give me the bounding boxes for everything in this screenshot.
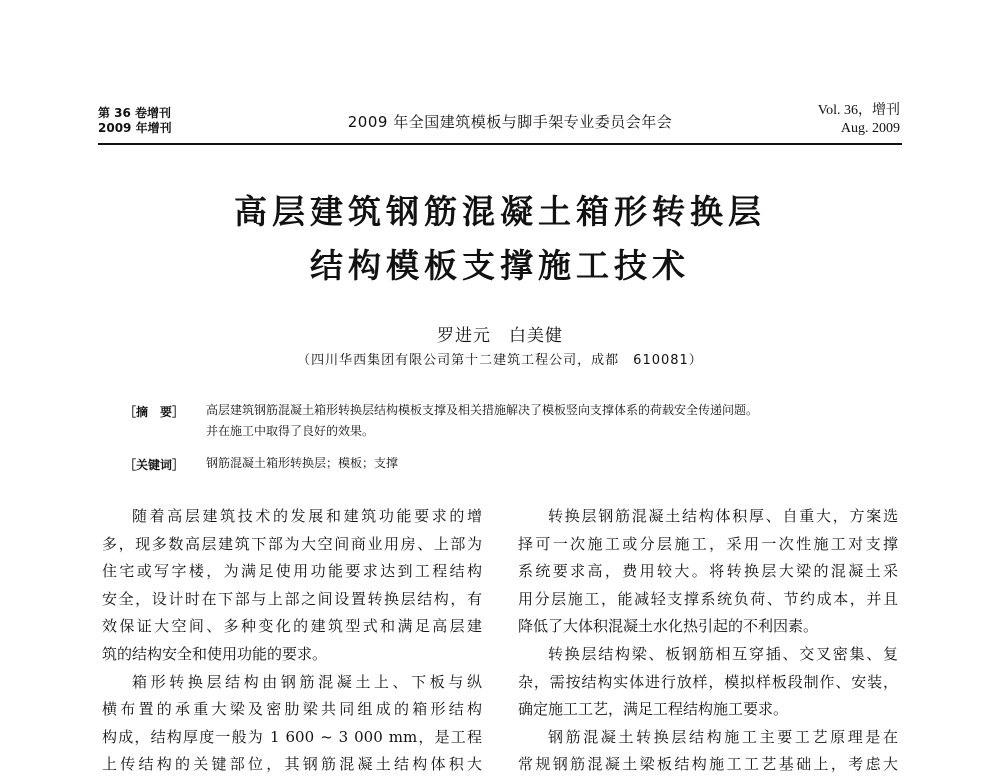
- abstract-label: ［摘 要］: [124, 405, 185, 419]
- header-volume-info: [98, 106, 172, 136]
- header-volume-info-en: [818, 102, 900, 138]
- body-column-left: [102, 503, 482, 779]
- abstract-line: 并在施工中取得了良好的效果。: [206, 424, 375, 438]
- body-line: 择可一次施工或分层施工，采用一次性施工对支撑: [518, 534, 898, 553]
- header-date-en: Aug. 2009: [840, 121, 900, 136]
- body-line: 上传结构的关键部位，其钢筋混凝土结构体积大: [102, 755, 482, 774]
- header-volume: 第 36 卷增刊: [98, 106, 172, 120]
- abstract-line: 高层建筑钢筋混凝土箱形转换层结构模板支撑及相关措施解决了模板竖向支撑体系的荷载安全传递问题。: [206, 403, 759, 417]
- body-line: 系统要求高，费用较大。将转换层大梁的混凝土采: [518, 562, 898, 581]
- keywords-label: ［关键词］: [124, 458, 185, 472]
- body-line: 降低了大体积混凝土水化热引起的不利因素。: [518, 617, 819, 636]
- body-line: 筑的结构安全和使用功能的要求。: [102, 644, 328, 663]
- body-line: 随着高层建筑技术的发展和建筑功能要求的增: [132, 507, 482, 525]
- body-line: 住宅或写字楼，为满足使用功能要求达到工程结构: [102, 562, 482, 581]
- body-line: 用分层施工，能减轻支撑系统负荷、节约成本，并且: [518, 589, 898, 608]
- authors: 罗进元 白美健: [437, 326, 563, 346]
- body-line: 构成，结构厚度一般为 1 600 ~ 3 000 mm，是工程: [102, 727, 482, 746]
- body-line: 多，现多数高层建筑下部为大空间商业用房、上部为: [102, 534, 482, 553]
- keywords-line: 钢筋混凝土箱形转换层；模板；支撑: [206, 456, 399, 470]
- affiliation: （四川华西集团有限公司第十二建筑工程公司，成都 610081）: [297, 353, 703, 368]
- abstract-text: [206, 400, 906, 442]
- body-line: 横布置的承重大梁及密肋梁共同组成的箱形结构: [102, 700, 482, 719]
- body-line: 常规钢筋混凝土梁板结构施工工艺基础上，考虑大: [518, 755, 898, 774]
- body-line: 确定施工工艺，满足工程结构施工要求。: [518, 700, 789, 719]
- body-line: 安全，设计时在下部与上部之间设置转换层结构，有: [102, 589, 482, 608]
- body-line: 钢筋混凝土转换层结构施工主要工艺原理是在: [548, 727, 898, 746]
- keywords-text: [206, 453, 906, 474]
- body-line: 转换层结构梁、板钢筋相互穿插、交叉密集、复: [548, 644, 898, 663]
- header-conference: 2009 年全国建筑模板与脚手架专业委员会年会: [347, 113, 673, 131]
- header-rule: [98, 143, 902, 145]
- body-line: 效保证大空间、多种变化的建筑型式和满足高层建: [102, 617, 482, 636]
- body-line: 箱形转换层结构由钢筋混凝土上、下板与纵: [132, 672, 482, 691]
- header-year: 2009 年增刊: [98, 121, 172, 135]
- body-column-right: [518, 503, 898, 779]
- header-vol-en: Vol. 36，增刊: [817, 103, 900, 118]
- body-line: 转换层钢筋混凝土结构体积厚、自重大，方案选: [548, 507, 898, 525]
- paper-title-line-1: 高层建筑钢筋混凝土箱形转换层: [234, 192, 766, 231]
- paper-title-line-2: 结构模板支撑施工技术: [310, 246, 690, 285]
- body-line: 杂，需按结构实体进行放样，模拟样板段制作、安装，: [518, 672, 898, 691]
